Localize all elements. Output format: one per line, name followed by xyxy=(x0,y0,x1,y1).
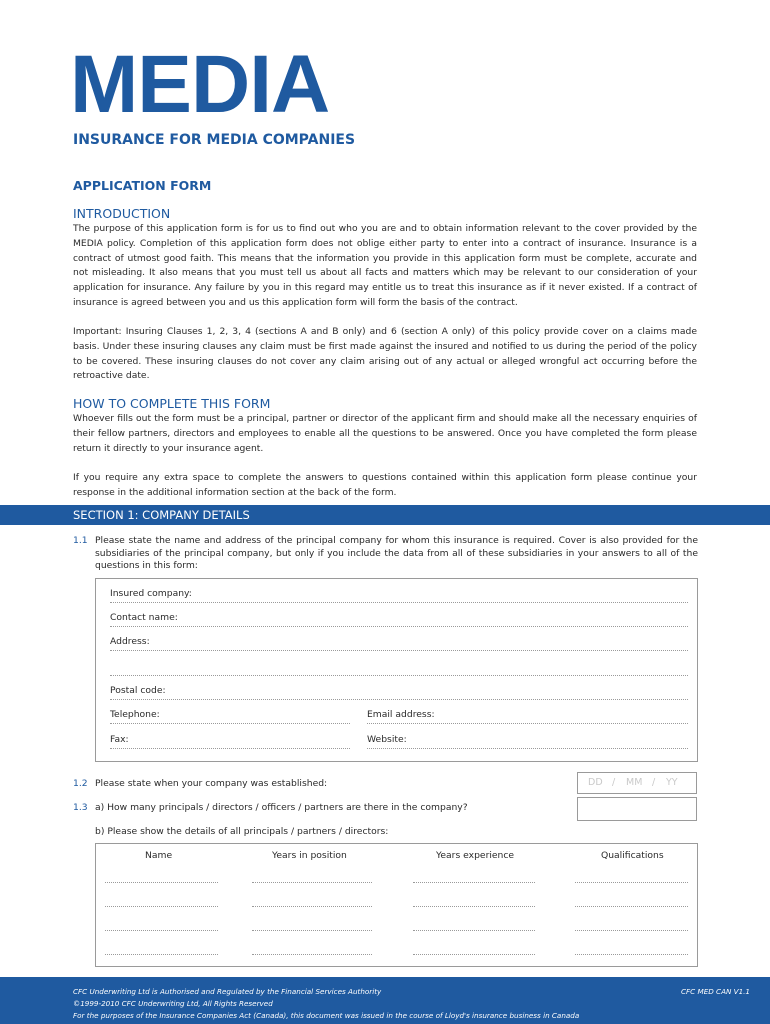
table-row-1-years-experience-field[interactable] xyxy=(413,882,535,883)
question-1-3b-text: b) Please show the details of all principals / partners / directors: xyxy=(95,826,389,837)
contact-name-field[interactable] xyxy=(110,626,688,627)
insured-company-label: Insured company: xyxy=(110,588,192,599)
section-1-heading: SECTION 1: COMPANY DETAILS xyxy=(73,508,250,522)
table-row-1-years-position-field[interactable] xyxy=(252,882,372,883)
address-label: Address: xyxy=(110,636,150,647)
how-to-paragraph-2: If you require any extra space to complete the answers to questions contained within this application form please continue your response in the additional information section at the back of the form. xyxy=(73,472,697,498)
table-row-1-qualifications-field[interactable] xyxy=(575,882,688,883)
postal-code-field[interactable] xyxy=(110,699,688,700)
table-row-2-years-position-field[interactable] xyxy=(252,906,372,907)
question-1-1-number: 1.1 xyxy=(73,535,88,546)
form-title: APPLICATION FORM xyxy=(73,178,212,193)
telephone-field[interactable] xyxy=(110,723,350,724)
insured-company-field[interactable] xyxy=(110,602,688,603)
email-label: Email address: xyxy=(367,709,435,720)
footer-document-code: CFC MED CAN V1.1 xyxy=(681,987,750,996)
date-yy-placeholder: YY xyxy=(666,777,678,788)
table-row-3-years-position-field[interactable] xyxy=(252,930,372,931)
column-header-years-in-position: Years in position xyxy=(272,850,347,861)
table-row-3-qualifications-field[interactable] xyxy=(575,930,688,931)
footer-act-text: For the purposes of the Insurance Companies Act (Canada), this document was issued in the course of Lloyd's insurance business in Canada xyxy=(73,1011,580,1020)
footer-bar xyxy=(0,977,770,1024)
question-1-2-text: Please state when your company was established: xyxy=(95,778,328,789)
question-1-3-number: 1.3 xyxy=(73,802,88,813)
contact-name-label: Contact name: xyxy=(110,612,178,623)
date-mm-placeholder: MM xyxy=(626,777,643,788)
column-header-name: Name xyxy=(145,850,173,861)
date-dd-placeholder: DD xyxy=(588,777,603,788)
postal-code-label: Postal code: xyxy=(110,685,166,696)
section-1-bar xyxy=(0,505,770,525)
principals-table xyxy=(95,843,698,967)
footer-copyright-text: ©1999-2010 CFC Underwriting Ltd, All Rights Reserved xyxy=(73,999,273,1008)
question-1-3a-text: a) How many principals / directors / officers / partners are there in the company? xyxy=(95,802,468,813)
website-field[interactable] xyxy=(367,748,688,749)
telephone-label: Telephone: xyxy=(110,709,160,720)
introduction-paragraph-2: Important: Insuring Clauses 1, 2, 3, 4 (sections A and B only) and 6 (section A only) of this policy provide cover on a claims made basis. Under these insuring clauses any claim must be first made against the insured and notified to us during the period of the policy to be covered. These insuring clauses do not cover any claim arising out of any actual or alleged wrongful act occurring before the retroactive date. xyxy=(73,326,697,382)
date-separator-2: / xyxy=(652,777,656,788)
introduction-heading: INTRODUCTION xyxy=(73,206,171,221)
address-field-line-2[interactable] xyxy=(110,675,688,676)
table-row-4-name-field[interactable] xyxy=(105,954,218,955)
footer-regulation-text: CFC Underwriting Ltd is Authorised and Regulated by the Financial Services Authority xyxy=(73,987,382,996)
table-row-3-name-field[interactable] xyxy=(105,930,218,931)
table-row-4-qualifications-field[interactable] xyxy=(575,954,688,955)
how-to-paragraph-1: Whoever fills out the form must be a principal, partner or director of the applicant firm and should make all the necessary enquiries of their fellow partners, directors and employees to enable all the questions to be answered. Once you have completed the form please return it directly to your insurance agent. xyxy=(73,413,697,454)
fax-label: Fax: xyxy=(110,734,129,745)
table-row-3-years-experience-field[interactable] xyxy=(413,930,535,931)
how-to-heading: HOW TO COMPLETE THIS FORM xyxy=(73,396,271,411)
brand-subtitle: INSURANCE FOR MEDIA COMPANIES xyxy=(73,132,356,148)
brand-title: MEDIA xyxy=(70,39,330,130)
question-1-2-number: 1.2 xyxy=(73,778,88,789)
column-header-years-experience: Years experience xyxy=(436,850,515,861)
table-row-1-name-field[interactable] xyxy=(105,882,218,883)
principals-count-input[interactable] xyxy=(577,797,697,821)
website-label: Website: xyxy=(367,734,407,745)
introduction-paragraph-1: The purpose of this application form is for us to find out who you are and to obtain information relevant to the cover provided by the MEDIA policy. Completion of this application form does not oblige either party to enter into a contract of insurance. Insurance is a contract of utmost good faith. This means that the information you provide in this application form must be complete, accurate and not misleading. It also means that you must tell us about all facts and matters which may be relevant to our consideration of your application for insurance. Any failure by you in this regard may entitle us to treat this insurance as if it never existed. If a contract of insurance is agreed between you and us this application form will form the basis of the contract. xyxy=(73,223,697,308)
established-date-input[interactable] xyxy=(577,772,697,794)
table-row-4-years-position-field[interactable] xyxy=(252,954,372,955)
table-row-4-years-experience-field[interactable] xyxy=(413,954,535,955)
table-row-2-qualifications-field[interactable] xyxy=(575,906,688,907)
column-header-qualifications: Qualifications xyxy=(601,850,664,861)
date-separator-1: / xyxy=(612,777,616,788)
question-1-1-text: Please state the name and address of the principal company for whom this insurance is required. Cover is also provided for the subsidiaries of the principal company, but only if you include the data from all of these subsidiaries in your answers to all of the questions in this form: xyxy=(95,535,698,571)
table-row-2-name-field[interactable] xyxy=(105,906,218,907)
fax-field[interactable] xyxy=(110,748,350,749)
email-field[interactable] xyxy=(367,723,688,724)
table-row-2-years-experience-field[interactable] xyxy=(413,906,535,907)
address-field-line-1[interactable] xyxy=(110,650,688,651)
